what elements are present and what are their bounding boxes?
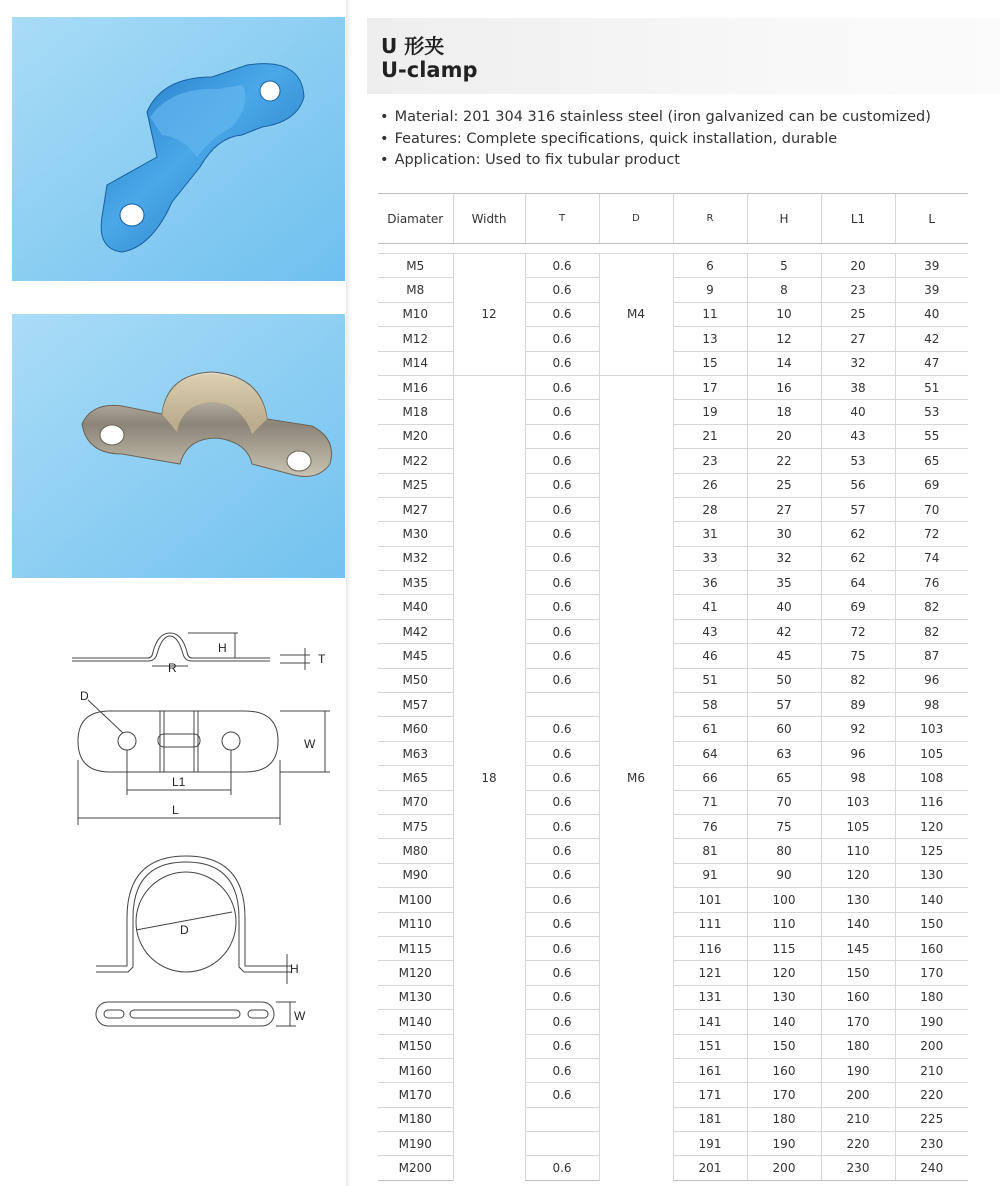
cell-h: 57 <box>747 693 821 717</box>
cell-diameter: M32 <box>378 546 453 570</box>
cell-l: 160 <box>895 936 968 960</box>
cell-t: 0.6 <box>525 351 599 375</box>
cell-r: 76 <box>673 814 747 838</box>
cell-t: 0.6 <box>525 814 599 838</box>
cell-diameter: M190 <box>378 1132 453 1156</box>
cell-l: 210 <box>895 1058 968 1082</box>
cell-l: 125 <box>895 839 968 863</box>
label-w-top: W <box>304 737 316 751</box>
cell-diameter: M14 <box>378 351 453 375</box>
technical-drawings <box>0 600 346 1060</box>
cell-h: 20 <box>747 424 821 448</box>
cell-l: 120 <box>895 814 968 838</box>
cell-diameter: M60 <box>378 717 453 741</box>
cell-l1: 43 <box>821 424 895 448</box>
table-row <box>378 375 968 399</box>
cell-r: 111 <box>673 912 747 936</box>
cell-l: 130 <box>895 863 968 887</box>
cell-h: 25 <box>747 473 821 497</box>
cell-h: 110 <box>747 912 821 936</box>
cell-h: 190 <box>747 1132 821 1156</box>
cell-h: 130 <box>747 985 821 1009</box>
cell-t: 0.6 <box>525 424 599 448</box>
cell-h: 14 <box>747 351 821 375</box>
cell-h: 150 <box>747 1034 821 1058</box>
cell-l1: 75 <box>821 644 895 668</box>
cell-h: 115 <box>747 936 821 960</box>
cell-h: 40 <box>747 595 821 619</box>
cell-t: 0.6 <box>525 717 599 741</box>
cell-t: 0.6 <box>525 863 599 887</box>
label-r: R <box>168 661 177 675</box>
cell-h: 27 <box>747 497 821 521</box>
cell-t: 0.6 <box>525 400 599 424</box>
cell-r: 181 <box>673 1107 747 1131</box>
header-l1: L1 <box>821 194 895 244</box>
cell-l: 82 <box>895 595 968 619</box>
cell-diameter: M10 <box>378 302 453 326</box>
cell-diameter: M75 <box>378 814 453 838</box>
label-h: H <box>218 641 227 655</box>
cell-h: 50 <box>747 668 821 692</box>
cell-l1: 180 <box>821 1034 895 1058</box>
label-w-bottom: W <box>294 1009 306 1023</box>
cell-diameter: M40 <box>378 595 453 619</box>
cell-l: 96 <box>895 668 968 692</box>
product-header <box>367 18 1000 94</box>
cell-t: 0.6 <box>525 1156 599 1180</box>
cell-t: 0.6 <box>525 985 599 1009</box>
cell-h: 30 <box>747 522 821 546</box>
header-l: L <box>895 194 968 244</box>
cell-l1: 56 <box>821 473 895 497</box>
cell-diameter: M30 <box>378 522 453 546</box>
cell-diameter: M18 <box>378 400 453 424</box>
cell-r: 201 <box>673 1156 747 1180</box>
cell-l: 150 <box>895 912 968 936</box>
cell-h: 140 <box>747 1010 821 1034</box>
cell-h: 42 <box>747 619 821 643</box>
cell-r: 61 <box>673 717 747 741</box>
cell-l: 116 <box>895 790 968 814</box>
cell-t: 0.6 <box>525 912 599 936</box>
cell-t: 0.6 <box>525 888 599 912</box>
cell-h: 75 <box>747 814 821 838</box>
cell-l: 65 <box>895 449 968 473</box>
header-width: Width <box>453 194 525 244</box>
dimension-drawing <box>0 600 346 1060</box>
cell-t <box>525 1107 599 1131</box>
cell-r: 141 <box>673 1010 747 1034</box>
cell-r: 91 <box>673 863 747 887</box>
cell-r: 81 <box>673 839 747 863</box>
header-d: D <box>599 194 673 244</box>
cell-t: 0.6 <box>525 644 599 668</box>
cell-l: 76 <box>895 571 968 595</box>
cell-h: 22 <box>747 449 821 473</box>
label-d-front: D <box>180 923 189 937</box>
cell-r: 17 <box>673 375 747 399</box>
cell-t: 0.6 <box>525 595 599 619</box>
cell-l1: 92 <box>821 717 895 741</box>
cell-r: 116 <box>673 936 747 960</box>
cell-diameter: M63 <box>378 741 453 765</box>
cell-l: 39 <box>895 278 968 302</box>
cell-diameter: M70 <box>378 790 453 814</box>
cell-t: 0.6 <box>525 449 599 473</box>
cell-t: 0.6 <box>525 278 599 302</box>
cell-r: 66 <box>673 766 747 790</box>
cell-diameter: M16 <box>378 375 453 399</box>
cell-r: 9 <box>673 278 747 302</box>
cell-h: 60 <box>747 717 821 741</box>
cell-h: 160 <box>747 1058 821 1082</box>
cell-l: 82 <box>895 619 968 643</box>
header-t: T <box>525 194 599 244</box>
cell-h: 180 <box>747 1107 821 1131</box>
cell-l1: 23 <box>821 278 895 302</box>
cell-l1: 53 <box>821 449 895 473</box>
cell-diameter: M50 <box>378 668 453 692</box>
cell-l: 108 <box>895 766 968 790</box>
title-english: U-clamp <box>381 58 478 82</box>
table-body <box>378 244 968 1181</box>
cell-r: 151 <box>673 1034 747 1058</box>
cell-diameter: M115 <box>378 936 453 960</box>
cell-r: 64 <box>673 741 747 765</box>
cell-diameter: M100 <box>378 888 453 912</box>
cell-l1: 120 <box>821 863 895 887</box>
cell-t: 0.6 <box>525 327 599 351</box>
cell-l: 140 <box>895 888 968 912</box>
cell-l: 70 <box>895 497 968 521</box>
cell-l: 180 <box>895 985 968 1009</box>
cell-l1: 98 <box>821 766 895 790</box>
cell-l: 170 <box>895 961 968 985</box>
cell-diameter: M22 <box>378 449 453 473</box>
left-column <box>0 0 346 1186</box>
cell-diameter: M170 <box>378 1083 453 1107</box>
cell-r: 31 <box>673 522 747 546</box>
header-diameter: Diamater <box>378 194 453 244</box>
cell-h: 32 <box>747 546 821 570</box>
cell-t: 0.6 <box>525 790 599 814</box>
cell-d: M4 <box>599 254 673 376</box>
cell-h: 10 <box>747 302 821 326</box>
cell-r: 6 <box>673 254 747 278</box>
cell-r: 71 <box>673 790 747 814</box>
cell-h: 80 <box>747 839 821 863</box>
header-h: H <box>747 194 821 244</box>
cell-l: 42 <box>895 327 968 351</box>
cell-l: 240 <box>895 1156 968 1180</box>
cell-l1: 210 <box>821 1107 895 1131</box>
feature-features: • Features: Complete specifications, quick installation, durable <box>380 129 931 151</box>
cell-r: 11 <box>673 302 747 326</box>
cell-l1: 170 <box>821 1010 895 1034</box>
cell-h: 65 <box>747 766 821 790</box>
cell-r: 41 <box>673 595 747 619</box>
cell-diameter: M140 <box>378 1010 453 1034</box>
column-divider <box>346 0 352 1186</box>
cell-d: M6 <box>599 375 673 1180</box>
cell-l: 105 <box>895 741 968 765</box>
cell-t: 0.6 <box>525 375 599 399</box>
cell-r: 101 <box>673 888 747 912</box>
cell-t: 0.6 <box>525 473 599 497</box>
cell-diameter: M8 <box>378 278 453 302</box>
cell-l1: 57 <box>821 497 895 521</box>
cell-l1: 103 <box>821 790 895 814</box>
label-d-top: D <box>80 689 89 703</box>
cell-t: 0.6 <box>525 571 599 595</box>
cell-h: 200 <box>747 1156 821 1180</box>
cell-h: 12 <box>747 327 821 351</box>
cell-r: 36 <box>673 571 747 595</box>
cell-r: 58 <box>673 693 747 717</box>
cell-h: 63 <box>747 741 821 765</box>
cell-l1: 72 <box>821 619 895 643</box>
cell-width: 12 <box>453 254 525 376</box>
label-l1: L1 <box>172 775 186 789</box>
cell-l: 230 <box>895 1132 968 1156</box>
spec-table <box>378 193 968 1181</box>
cell-diameter: M25 <box>378 473 453 497</box>
cell-t <box>525 693 599 717</box>
cell-h: 8 <box>747 278 821 302</box>
cell-l1: 200 <box>821 1083 895 1107</box>
cell-t: 0.6 <box>525 522 599 546</box>
cell-t: 0.6 <box>525 302 599 326</box>
cell-diameter: M150 <box>378 1034 453 1058</box>
cell-diameter: M130 <box>378 985 453 1009</box>
cell-l: 103 <box>895 717 968 741</box>
blue-clamp-image <box>12 17 345 281</box>
title-chinese: U 形夹 <box>381 34 445 58</box>
cell-width: 18 <box>453 375 525 1180</box>
cell-r: 131 <box>673 985 747 1009</box>
cell-r: 171 <box>673 1083 747 1107</box>
cell-l: 72 <box>895 522 968 546</box>
cell-r: 28 <box>673 497 747 521</box>
cell-l1: 40 <box>821 400 895 424</box>
cell-t: 0.6 <box>525 619 599 643</box>
cell-l1: 64 <box>821 571 895 595</box>
feature-list <box>380 107 931 172</box>
blue-clamp-photo <box>12 17 345 281</box>
steel-clamp-photo <box>12 314 345 578</box>
label-t: T <box>318 652 326 666</box>
cell-r: 191 <box>673 1132 747 1156</box>
cell-t: 0.6 <box>525 546 599 570</box>
cell-t: 0.6 <box>525 839 599 863</box>
cell-diameter: M27 <box>378 497 453 521</box>
cell-r: 43 <box>673 619 747 643</box>
cell-l: 190 <box>895 1010 968 1034</box>
cell-l1: 82 <box>821 668 895 692</box>
cell-l: 39 <box>895 254 968 278</box>
cell-l1: 69 <box>821 595 895 619</box>
cell-l1: 62 <box>821 522 895 546</box>
cell-h: 5 <box>747 254 821 278</box>
cell-diameter: M80 <box>378 839 453 863</box>
cell-l1: 25 <box>821 302 895 326</box>
cell-t <box>525 1132 599 1156</box>
cell-h: 18 <box>747 400 821 424</box>
cell-l1: 130 <box>821 888 895 912</box>
cell-t: 0.6 <box>525 741 599 765</box>
cell-r: 19 <box>673 400 747 424</box>
cell-diameter: M160 <box>378 1058 453 1082</box>
table-header-row <box>378 194 968 244</box>
cell-l: 55 <box>895 424 968 448</box>
cell-l1: 89 <box>821 693 895 717</box>
cell-l1: 230 <box>821 1156 895 1180</box>
cell-diameter: M42 <box>378 619 453 643</box>
cell-l: 69 <box>895 473 968 497</box>
cell-r: 161 <box>673 1058 747 1082</box>
feature-material: • Material: 201 304 316 stainless steel (iron galvanized can be customized) <box>380 107 931 129</box>
cell-h: 120 <box>747 961 821 985</box>
cell-r: 33 <box>673 546 747 570</box>
cell-l1: 27 <box>821 327 895 351</box>
cell-l1: 190 <box>821 1058 895 1082</box>
cell-l: 220 <box>895 1083 968 1107</box>
cell-l1: 38 <box>821 375 895 399</box>
cell-t: 0.6 <box>525 497 599 521</box>
cell-t: 0.6 <box>525 766 599 790</box>
cell-diameter: M65 <box>378 766 453 790</box>
cell-r: 51 <box>673 668 747 692</box>
cell-r: 23 <box>673 449 747 473</box>
cell-h: 16 <box>747 375 821 399</box>
label-l: L <box>172 803 179 817</box>
cell-h: 100 <box>747 888 821 912</box>
cell-l: 74 <box>895 546 968 570</box>
cell-h: 35 <box>747 571 821 595</box>
cell-h: 90 <box>747 863 821 887</box>
label-h-front: H <box>290 962 299 976</box>
cell-r: 121 <box>673 961 747 985</box>
cell-diameter: M45 <box>378 644 453 668</box>
cell-t: 0.6 <box>525 1083 599 1107</box>
cell-diameter: M35 <box>378 571 453 595</box>
cell-l1: 105 <box>821 814 895 838</box>
cell-r: 46 <box>673 644 747 668</box>
cell-t: 0.6 <box>525 668 599 692</box>
steel-clamp-image <box>12 314 345 578</box>
cell-diameter: M90 <box>378 863 453 887</box>
cell-r: 15 <box>673 351 747 375</box>
cell-l1: 20 <box>821 254 895 278</box>
cell-l: 200 <box>895 1034 968 1058</box>
cell-l: 47 <box>895 351 968 375</box>
cell-diameter: M57 <box>378 693 453 717</box>
cell-l1: 145 <box>821 936 895 960</box>
header-r: R <box>673 194 747 244</box>
cell-t: 0.6 <box>525 936 599 960</box>
cell-r: 26 <box>673 473 747 497</box>
cell-t: 0.6 <box>525 254 599 278</box>
cell-l1: 62 <box>821 546 895 570</box>
cell-l1: 32 <box>821 351 895 375</box>
cell-t: 0.6 <box>525 1010 599 1034</box>
cell-l1: 110 <box>821 839 895 863</box>
cell-h: 170 <box>747 1083 821 1107</box>
cell-diameter: M12 <box>378 327 453 351</box>
table-row <box>378 254 968 278</box>
cell-diameter: M120 <box>378 961 453 985</box>
cell-t: 0.6 <box>525 961 599 985</box>
cell-h: 45 <box>747 644 821 668</box>
cell-diameter: M200 <box>378 1156 453 1180</box>
cell-l: 87 <box>895 644 968 668</box>
cell-diameter: M180 <box>378 1107 453 1131</box>
cell-t: 0.6 <box>525 1058 599 1082</box>
feature-application: • Application: Used to fix tubular product <box>380 150 931 172</box>
cell-l1: 150 <box>821 961 895 985</box>
cell-l: 51 <box>895 375 968 399</box>
cell-l: 225 <box>895 1107 968 1131</box>
cell-t: 0.6 <box>525 1034 599 1058</box>
cell-l: 98 <box>895 693 968 717</box>
cell-l1: 96 <box>821 741 895 765</box>
cell-l1: 160 <box>821 985 895 1009</box>
cell-r: 21 <box>673 424 747 448</box>
cell-diameter: M110 <box>378 912 453 936</box>
cell-diameter: M20 <box>378 424 453 448</box>
cell-l: 53 <box>895 400 968 424</box>
cell-l1: 140 <box>821 912 895 936</box>
cell-h: 70 <box>747 790 821 814</box>
cell-r: 13 <box>673 327 747 351</box>
cell-diameter: M5 <box>378 254 453 278</box>
cell-l: 40 <box>895 302 968 326</box>
cell-l1: 220 <box>821 1132 895 1156</box>
